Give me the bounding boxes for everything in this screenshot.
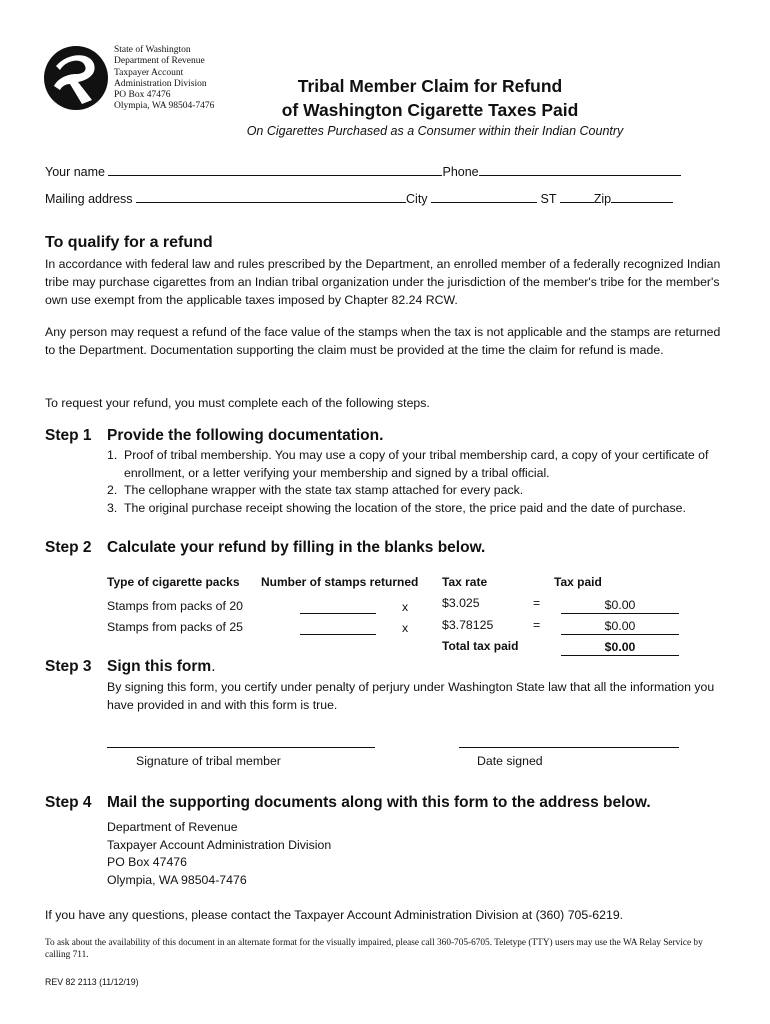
row2-tax-paid-line <box>561 634 679 635</box>
mailing-address-label: Mailing address <box>45 192 133 206</box>
qualify-paragraph-1: In accordance with federal law and rules prescribed by the Department, an enrolled member of a federally recognized Indian tribe may purchase cigarettes from an Indian tribal organization under the jurisdiction of the member's tribe for the member's own use exempt from the applicable taxes imposed by Chapter 82.24 RCW. <box>45 257 721 307</box>
agency-line: Department of Revenue <box>114 56 205 67</box>
row2-tax-paid: $0.00 <box>604 619 636 633</box>
step4-label: Step 4 <box>45 794 92 811</box>
state-label: ST <box>540 192 557 206</box>
total-label: Total tax paid <box>442 639 519 653</box>
total-line <box>561 655 679 656</box>
list-text: Proof of tribal membership. You may use a copy of your tribal membership card, a copy of your certificate of enrollment, or a letter verifying your membership and signed by a tribal official. <box>124 448 709 480</box>
row1-type: Stamps from packs of 20 <box>107 599 244 613</box>
step3-text: By signing this form, you certify under penalty of perjury under Washington State law that all the information you have provided in and with this form is true. <box>107 680 715 712</box>
zip-label: Zip <box>593 192 612 206</box>
row2-type: Stamps from packs of 25 <box>107 620 244 634</box>
step4-heading: Mail the supporting documents along with this form to the address below. <box>107 794 651 811</box>
step2-heading: Calculate your refund by filling in the blanks below. <box>107 539 486 556</box>
row1-stamps-input[interactable] <box>300 613 376 614</box>
qualify-paragraph-3: To request your refund, you must complete each of the following steps. <box>45 396 430 410</box>
city-input[interactable] <box>431 190 537 203</box>
address-line: PO Box 47476 <box>107 855 187 869</box>
address-line: Department of Revenue <box>107 820 238 834</box>
col-header-type: Type of cigarette packs <box>107 575 240 589</box>
step2-label: Step 2 <box>45 539 92 556</box>
list-item <box>107 500 727 518</box>
col-header-paid: Tax paid <box>554 575 602 589</box>
row2-multiply: x <box>402 621 409 635</box>
step3-label: Step 3 <box>45 658 92 675</box>
row2-stamps-input[interactable] <box>300 634 376 635</box>
step1-label: Step 1 <box>45 427 92 444</box>
address-line: Olympia, WA 98504-7476 <box>107 872 247 887</box>
mailing-address-input[interactable] <box>136 190 406 203</box>
row1-equals: = <box>533 596 541 610</box>
date-signed-line[interactable] <box>459 747 679 748</box>
address-field-row <box>45 190 673 206</box>
phone-input[interactable] <box>479 163 681 176</box>
col-header-stamps: Number of stamps returned <box>261 575 419 589</box>
address-line: Taxpayer Account Administration Division <box>107 837 332 852</box>
agency-address <box>114 45 214 113</box>
signature-label: Signature of tribal member <box>136 754 281 768</box>
step1-heading: Provide the following documentation. <box>107 427 384 444</box>
city-label: City <box>406 192 428 206</box>
agency-line: PO Box 47476 <box>114 90 171 101</box>
list-text: The original purchase receipt showing the location of the store, the price paid and the date of purchase. <box>124 500 686 515</box>
row1-tax-paid: $0.00 <box>604 598 636 612</box>
agency-line: Administration Division <box>114 78 207 89</box>
form-title-line2: of Washington Cigarette Taxes Paid <box>281 100 579 120</box>
list-item <box>107 447 727 482</box>
qualify-heading: To qualify for a refund <box>45 234 213 251</box>
signature-line[interactable] <box>107 747 375 748</box>
form-subtitle: On Cigarettes Purchased as a Consumer within their Indian Country <box>246 124 624 138</box>
accessibility-note: To ask about the availability of this document in an alternate format for the visually impaired, please call 360-705-6705. Teletype (TTY) users may use the WA Relay Service by calling 711. <box>45 938 703 960</box>
form-title-line1: Tribal Member Claim for Refund <box>297 76 563 96</box>
row2-rate: $3.78125 <box>442 618 494 632</box>
questions-contact: If you have any questions, please contact the Taxpayer Account Administration Division at (360) 705-6219. <box>45 908 624 922</box>
name-input[interactable] <box>108 163 442 176</box>
zip-input[interactable] <box>611 190 673 203</box>
row1-rate: $3.025 <box>442 596 480 610</box>
name-label: Your name <box>45 165 105 179</box>
dor-logo-icon <box>42 44 110 112</box>
name-field-row <box>45 163 681 179</box>
row1-tax-paid-line <box>561 613 679 614</box>
row2-equals: = <box>533 618 541 632</box>
qualify-paragraph-2: Any person may request a refund of the face value of the stamps when the tax is not applicable and the stamps are returned to the Department. Documentation supporting the claim must be provided at the time the claim for refund is made. <box>45 325 721 357</box>
step3-heading: Sign this form <box>107 658 212 675</box>
step3-heading-wrap: Sign this form. <box>107 658 216 675</box>
col-header-rate: Tax rate <box>442 575 488 589</box>
form-title <box>250 74 610 122</box>
agency-line: State of Washington <box>114 45 191 55</box>
date-signed-label: Date signed <box>477 754 543 768</box>
documentation-list <box>107 447 727 517</box>
total-tax-paid: $0.00 <box>604 640 636 654</box>
state-input[interactable] <box>560 190 594 203</box>
mailing-address-block <box>107 819 331 889</box>
row1-multiply: x <box>402 600 409 614</box>
list-text: The cellophane wrapper with the state tax stamp attached for every pack. <box>124 483 524 497</box>
agency-line: Olympia, WA 98504-7476 <box>114 101 215 112</box>
agency-line: Taxpayer Account <box>114 67 184 78</box>
list-number: 3. <box>107 500 118 515</box>
form-id: REV 82 2113 (11/12/19) <box>45 977 139 987</box>
list-number: 2. <box>107 483 118 497</box>
list-item <box>107 482 727 500</box>
list-number: 1. <box>107 448 118 462</box>
phone-label: Phone <box>442 165 479 179</box>
